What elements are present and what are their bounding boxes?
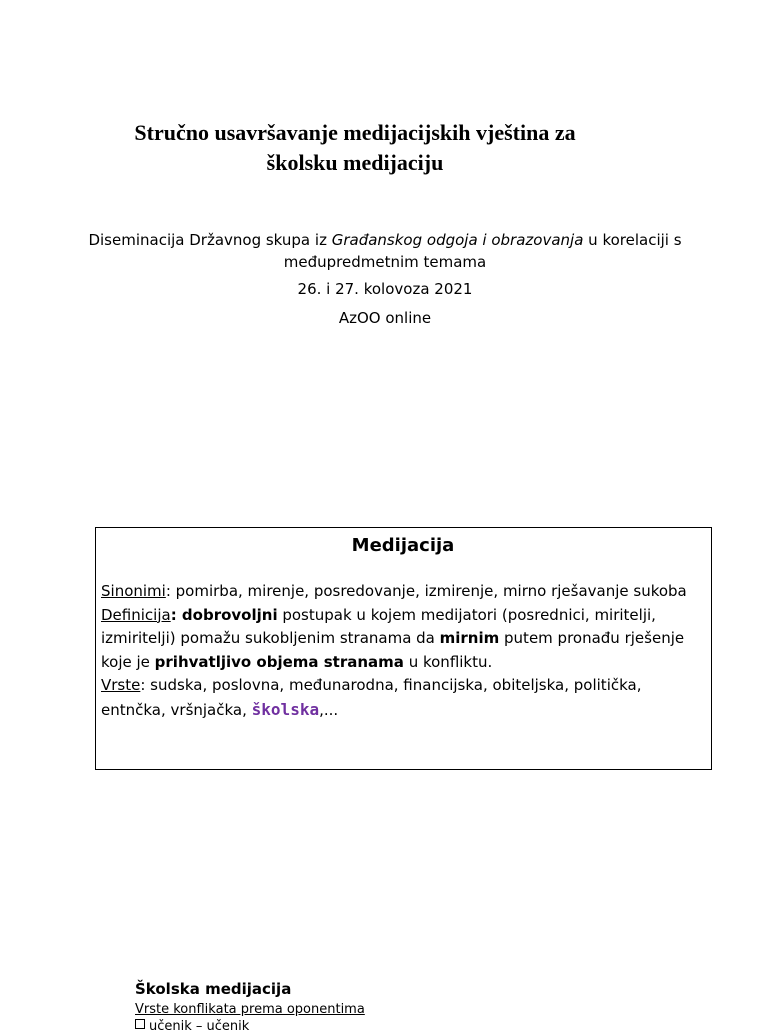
partial-item-text: učenik – učenik bbox=[149, 1019, 250, 1034]
types-label: Vrste bbox=[101, 676, 141, 694]
box-heading: Medijacija bbox=[351, 535, 455, 556]
section-heading: Školska medijacija bbox=[135, 980, 292, 998]
definition-paragraph bbox=[101, 604, 705, 675]
definition-label: Definicija bbox=[101, 605, 171, 624]
event-venue: AzOO online bbox=[338, 309, 432, 327]
subtitle-italic: Građanskog odgoja i obrazovanja bbox=[331, 231, 584, 249]
definition-text-2: putem pronađu rješenje koje je bbox=[101, 629, 685, 671]
definition-box bbox=[95, 527, 712, 770]
definition-bold-2: mirnim bbox=[439, 629, 500, 647]
synonyms-label: Sinonimi bbox=[101, 582, 166, 600]
title-line-1: Stručno usavršavanje medijacijskih vještina za bbox=[134, 120, 576, 145]
types-highlight: školska bbox=[251, 699, 320, 719]
types-paragraph bbox=[101, 674, 705, 722]
subtitle-suffix: u korelaciji s međupredmetnim temama bbox=[283, 231, 682, 271]
document-title bbox=[60, 118, 650, 178]
partial-list-item bbox=[135, 1018, 315, 1034]
types-ending: ,... bbox=[319, 700, 339, 719]
title-line-2: školsku medijaciju bbox=[266, 150, 444, 175]
definition-text-3: u konfliktu. bbox=[403, 652, 493, 671]
types-text: : sudska, poslovna, međunarodna, financijska, obiteljska, politička, entnčka, vršnjačka, bbox=[101, 676, 642, 719]
checkbox-icon[interactable] bbox=[135, 1019, 145, 1029]
subtitle-prefix: Diseminacija Državnog skupa iz bbox=[88, 231, 332, 249]
definition-bold-1: dobrovoljni bbox=[181, 605, 278, 624]
subtitle bbox=[80, 229, 690, 273]
definition-text-1: postupak u kojem medijatori (posrednici, miritelji, izmiritelji) pomažu sukobljenim stranama da bbox=[101, 605, 656, 647]
synonyms-text: : pomirba, mirenje, posredovanje, izmirenje, mirno rješavanje sukoba bbox=[165, 582, 687, 600]
synonyms-paragraph bbox=[101, 580, 705, 604]
event-date: 26. i 27. kolovoza 2021 bbox=[297, 280, 473, 298]
definition-bold-3: prihvatljivo objema stranama bbox=[154, 652, 404, 671]
section-link[interactable]: Vrste konflikata prema oponentima bbox=[135, 1002, 365, 1017]
definition-colon: : bbox=[170, 605, 182, 624]
